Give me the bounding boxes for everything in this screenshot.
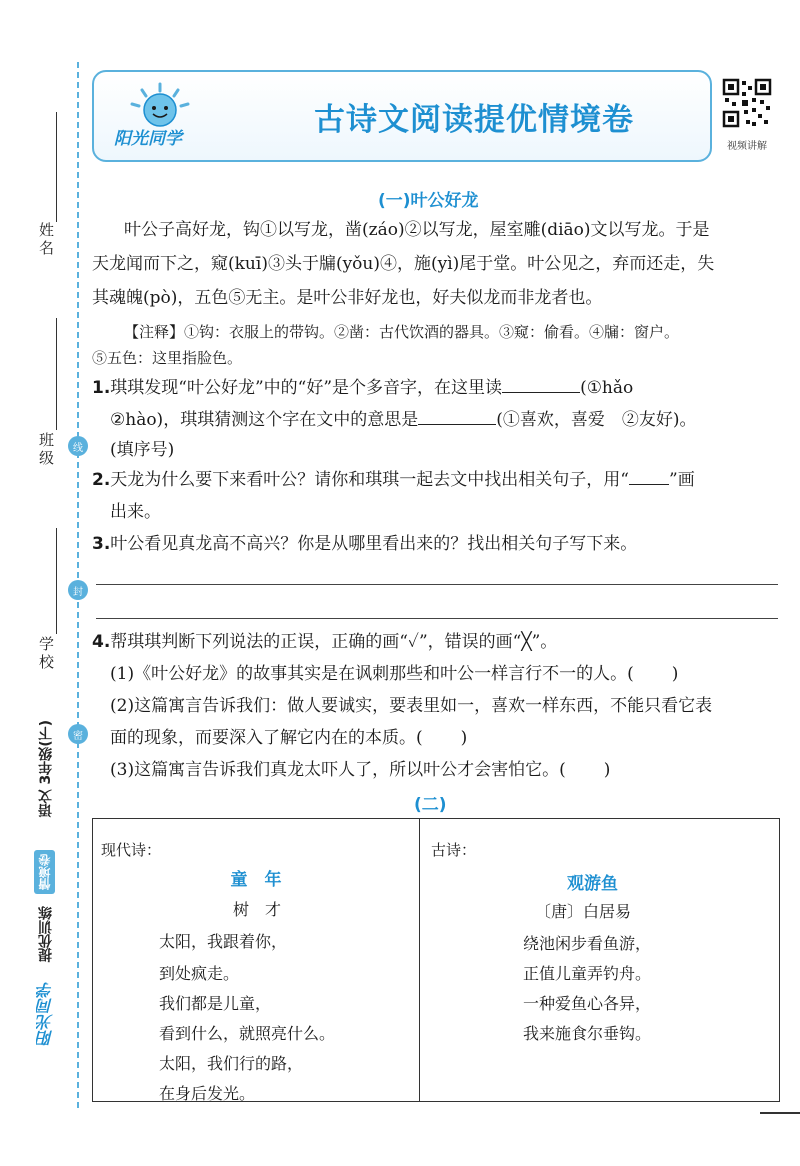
modern-poem-author: 树 才: [233, 900, 282, 919]
poem-line: 绕池闲步看鱼游，: [523, 934, 652, 953]
section2-title: (二): [414, 795, 447, 815]
answer-line-1[interactable]: [96, 584, 778, 585]
class-label: 班级: [37, 432, 55, 468]
name-field-line[interactable]: [56, 112, 57, 222]
notes-line-2: ⑤五色：这里指脸色。: [92, 349, 243, 367]
bind-mark-seal: 封: [68, 580, 88, 600]
name-label: 姓名: [37, 222, 55, 258]
judge-item-1: (1)《叶公好龙》的故事其实是在讽刺那些和叶公一样言行不一的人。( ): [110, 664, 679, 684]
judge-item-3: (3)这篇寓言告诉我们真龙太吓人了，所以叶公才会害怕它。( ): [110, 760, 611, 780]
poem-line: 一种爱鱼心各异，: [523, 994, 652, 1013]
question-1-cont: ②hào)，琪琪猜测这个字在文中的意思是 (①喜欢，喜爱 ②友好)。: [110, 410, 697, 430]
sun-logo-icon: [102, 82, 232, 152]
poem-line: 到处疯走。: [159, 964, 240, 983]
poem-line: 看到什么，就照亮什么。: [159, 1024, 336, 1043]
page-edge-mark: [760, 1112, 800, 1114]
poem-table: [92, 818, 780, 1102]
underline-sample: [629, 468, 669, 485]
bind-mark-line: 线: [68, 436, 88, 456]
poem-line: 在身后发光。: [159, 1084, 256, 1103]
section1-title: (一)叶公好龙: [378, 191, 479, 211]
poem-line: 太阳，我跟着你，: [159, 932, 288, 951]
judge-item-2-cont: 面的现象，而要深入了解它内在的本质。( ): [110, 728, 468, 748]
question-2-cont: 出来。: [110, 502, 161, 522]
question-3: 3.叶公看见真龙高不高兴？你是从哪里看出来的？找出相关句子写下来。: [92, 534, 638, 554]
poem-line: 我们都是儿童，: [159, 994, 272, 1013]
question-1: 1.琪琪发现“叶公好龙”中的“好”是个多音字，在这里读 (①hǎo: [92, 378, 634, 398]
modern-poem-title: 童 年: [230, 870, 282, 890]
poem-line: 我来施食尔垂钩。: [523, 1024, 652, 1043]
spine-logo: 阳光同学: [36, 982, 55, 1046]
school-field-line[interactable]: [56, 528, 57, 634]
spine-grade: 语文 3年级(下): [38, 720, 54, 818]
logo-text: 阳光同学: [114, 129, 182, 149]
school-label: 学校: [37, 636, 55, 672]
modern-poem-label: 现代诗：: [101, 841, 162, 859]
judge-item-2: (2)这篇寓言告诉我们：做人要诚实，要表里如一，喜欢一样东西，不能只看它表: [110, 696, 713, 716]
passage-line-3: 其魂魄(pò)，五色⑤无主。是叶公非好龙也，好夫似龙而非龙者也。: [92, 288, 603, 308]
table-divider: [419, 819, 420, 1101]
passage-line-1: 叶公子高好龙，钩①以写龙，凿(záo)②以写龙，屋室雕(diāo)文以写龙。于是: [124, 220, 710, 240]
poem-line: 正值儿童弄钓舟。: [523, 964, 652, 983]
class-field-line[interactable]: [56, 318, 57, 430]
answer-line-2[interactable]: [96, 618, 778, 619]
qr-code-icon[interactable]: [722, 78, 772, 128]
qr-label: 视频讲解: [727, 141, 767, 152]
ancient-poem-label: 古诗：: [431, 841, 477, 859]
ancient-poem-author: 〔唐〕白居易: [535, 902, 632, 921]
notes-line-1: 【注释】①钩：衣服上的带钩。②凿：古代饮酒的器具。③窥：偷看。④牖：窗户。: [124, 323, 680, 341]
passage-line-2: 天龙闻而下之，窥(kuī)③头于牖(yǒu)④，施(yì)尾于堂。叶公见之，弃而还走，失: [92, 254, 715, 274]
poem-line: 太阳，我们行的路，: [159, 1054, 304, 1073]
bind-mark-secret: 密: [68, 724, 88, 744]
q1-answer-blank-2[interactable]: [418, 408, 496, 425]
spine: [26, 720, 66, 1080]
spine-series: 提优训练: [38, 906, 54, 962]
spine-tag: 情境卷: [34, 850, 55, 894]
question-2: 2.天龙为什么要下来看叶公？请你和琪琪一起去文中找出相关句子，用“ ”画: [92, 470, 695, 490]
question-4: 4.帮琪琪判断下列说法的正误，正确的画“✓”，错误的画“╳”。: [92, 632, 558, 652]
question-1-hint: (填序号): [110, 440, 175, 460]
header-banner: [92, 70, 712, 162]
page-title: 古诗文阅读提优情境卷: [314, 102, 634, 138]
ancient-poem-title: 观游鱼: [567, 874, 618, 894]
q1-answer-blank-1[interactable]: [502, 376, 580, 393]
